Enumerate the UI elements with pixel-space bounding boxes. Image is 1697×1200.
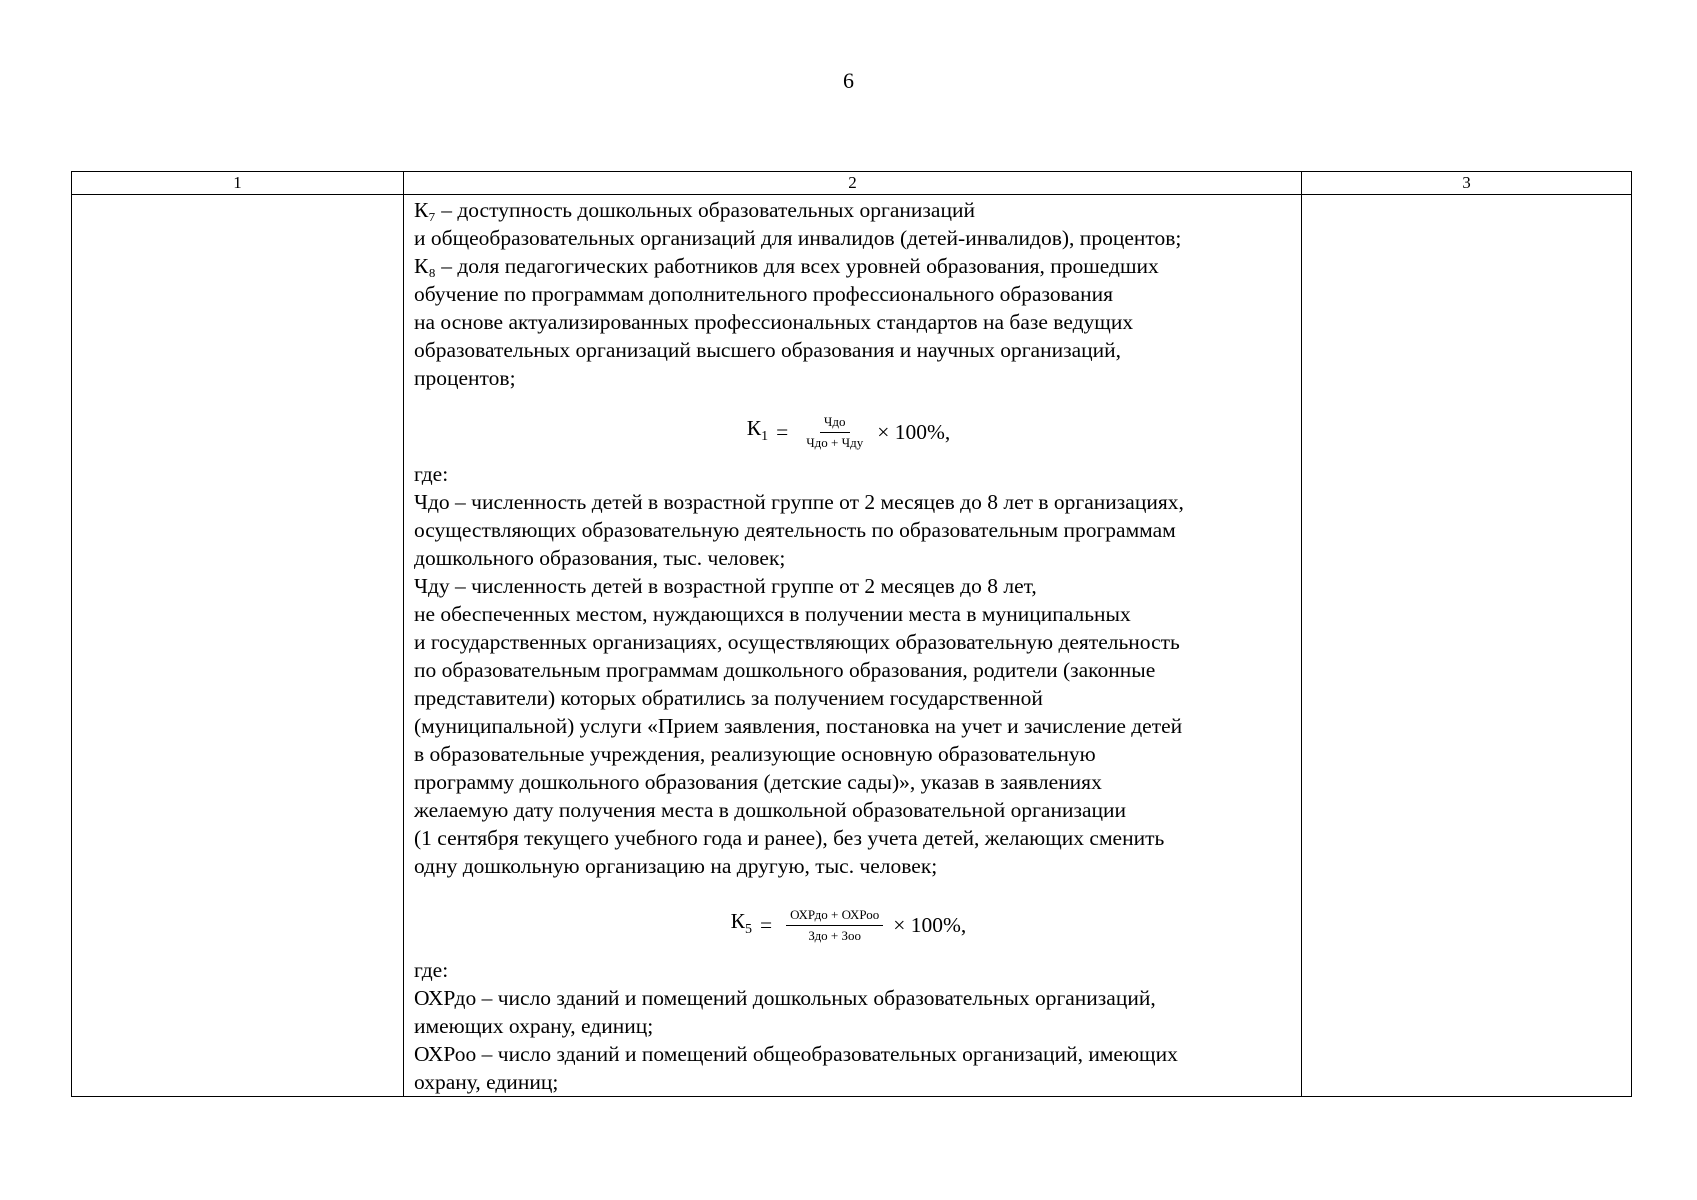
text-line: ОХРдо – число зданий и помещений дошкольных образовательных организаций, [414,986,1156,1010]
table-header-row [72,172,1632,195]
formula-numerator: Чдо [820,414,850,433]
text-line: охрану, единиц; [414,1070,559,1094]
text-line: ОХРоо – число зданий и помещений общеобразовательных организаций, имеющих [414,1042,1178,1066]
text-line: и общеобразовательных организаций для инвалидов (детей-инвалидов), процентов; [414,226,1182,250]
formula-denominator: Здо + Зоо [808,927,862,943]
formula-denominator: Чдо + Чду [806,434,864,450]
text-line: процентов; [414,366,516,390]
text-line: К₇ – доступность дошкольных образовательных организаций [414,198,975,222]
text-line: имеющих охрану, единиц; [414,1014,654,1038]
text-line: программу дошкольного образования (детские сады)», указав в заявлениях [414,770,1102,794]
formula-rhs: × 100%, [893,913,967,937]
spacer [414,392,1283,404]
formula-k5 [414,894,1283,956]
text-line: осуществляющих образовательную деятельность по образовательным программам [414,518,1176,542]
formula-equals: = [776,420,789,444]
formula-lhs: $К_1$ [746,415,769,444]
text-line: К₈ – доля педагогических работников для всех уровней образования, прошедших [414,254,1159,278]
text-line: образовательных организаций высшего образования и научных организаций, [414,338,1122,362]
text-line: и государственных организациях, осуществляющих образовательную деятельность [414,630,1180,654]
document-table [71,171,1632,1097]
text-line: по образовательным программам дошкольного образования, родители (законные [414,658,1156,682]
text-line: дошкольного образования, тыс. человек; [414,546,786,570]
formula-equals: = [760,913,773,937]
cell-column-2 [404,195,1302,1097]
cell-text [404,195,1301,1096]
text-line: обучение по программам дополнительного профессионального образования [414,282,1113,306]
text-line: в образовательные учреждения, реализующие основную образовательную [414,742,1096,766]
page-number: 6 [843,68,854,93]
text-line: Чдо – численность детей в возрастной группе от 2 месяцев до 8 лет в организациях, [414,490,1184,514]
cell-column-3 [1302,195,1632,1097]
text-line: на основе актуализированных профессиональных стандартов на базе ведущих [414,310,1134,334]
text-line: где: [414,958,449,982]
column-header-2: 2 [404,172,1302,195]
spacer [414,880,1283,894]
formula-fraction [786,907,883,944]
text-line: желаемую дату получения места в дошкольной образовательной организации [414,798,1127,822]
formula-numerator: ОХРдо + ОХРоо [786,907,883,926]
text-line: одну дошкольную организацию на другую, тыс. человек; [414,854,938,878]
formula-lhs: $К_5$ [730,908,753,937]
formula-k1 [414,404,1283,460]
formula-fraction [802,414,867,451]
text-line: представители) которых обратились за получением государственной [414,686,1043,710]
formula-rhs: × 100%, [877,420,951,444]
column-header-3: 3 [1302,172,1632,195]
text-line: (1 сентября текущего учебного года и ранее), без учета детей, желающих сменить [414,826,1165,850]
text-line: (муниципальной) услуги «Прием заявления, постановка на учет и зачисление детей [414,714,1183,738]
text-line: не обеспеченных местом, нуждающихся в получении места в муниципальных [414,602,1131,626]
text-line: где: [414,462,449,486]
text-line: Чду – численность детей в возрастной группе от 2 месяцев до 8 лет, [414,574,1037,598]
column-header-1: 1 [72,172,404,195]
cell-column-1 [72,195,404,1097]
table-row [72,195,1632,1097]
